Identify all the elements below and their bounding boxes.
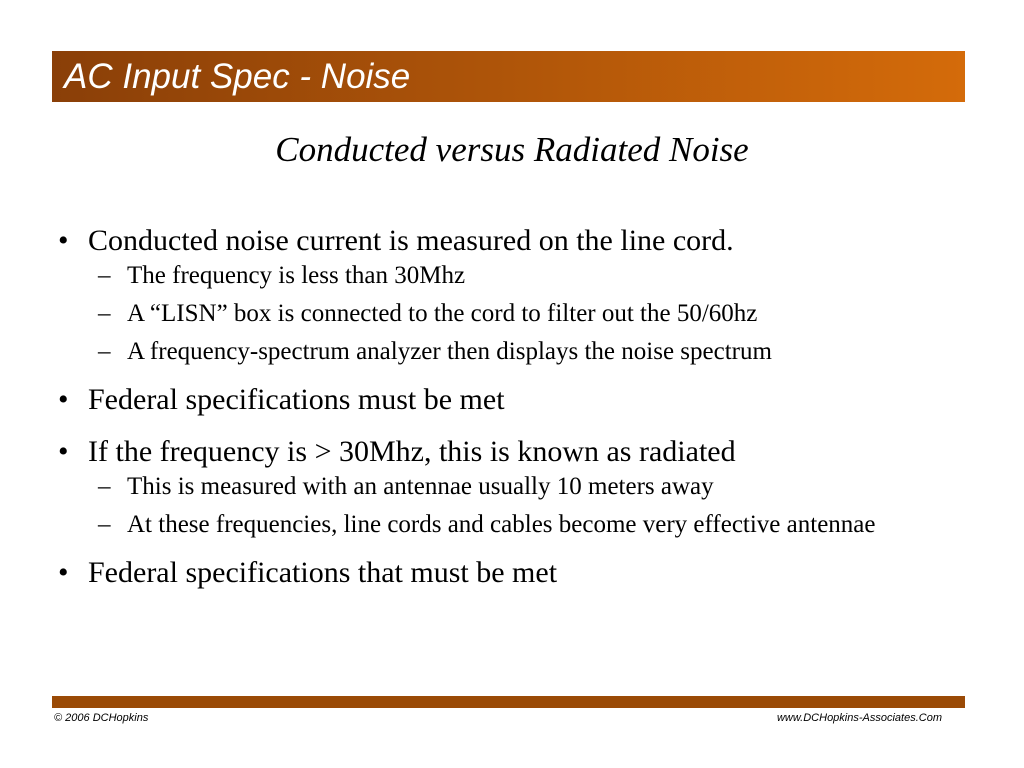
bullet-text: Federal specifications that must be met xyxy=(88,556,558,589)
sub-bullet-list xyxy=(88,261,968,366)
bullet-text: Federal specifications must be met xyxy=(88,383,505,416)
bullet-list xyxy=(58,223,968,591)
slide-title: AC Input Spec - Noise xyxy=(64,57,411,96)
bullet-marker: • xyxy=(58,224,69,257)
bullet-item xyxy=(58,223,968,366)
sub-bullet-item xyxy=(88,337,968,366)
sub-bullet-text: At these frequencies, line cords and cables become very effective antennae xyxy=(127,511,876,538)
sub-bullet-item xyxy=(88,510,968,539)
sub-bullet-marker: – xyxy=(98,262,111,289)
footer-bar xyxy=(52,696,965,708)
bullet-item xyxy=(58,434,968,539)
bullet-text: Conducted noise current is measured on the line cord. xyxy=(88,224,734,257)
sub-bullet-item xyxy=(88,299,968,328)
sub-bullet-text: This is measured with an antennae usually 10 meters away xyxy=(127,473,714,500)
sub-bullet-marker: – xyxy=(98,473,111,500)
bullet-marker: • xyxy=(58,435,69,468)
sub-bullet-marker: – xyxy=(98,338,111,365)
title-bar xyxy=(52,51,965,102)
bullet-item xyxy=(58,382,968,418)
bullet-item xyxy=(58,555,968,591)
sub-bullet-text: A frequency-spectrum analyzer then displays the noise spectrum xyxy=(127,338,772,365)
sub-bullet-item xyxy=(88,261,968,290)
footer-copyright: © 2006 DCHopkins xyxy=(54,712,149,724)
bullet-marker: • xyxy=(58,556,69,589)
sub-bullet-text: A “LISN” box is connected to the cord to filter out the 50/60hz xyxy=(127,300,758,327)
sub-bullet-list xyxy=(88,472,968,539)
slide-subtitle: Conducted versus Radiated Noise xyxy=(275,130,749,169)
bullet-marker: • xyxy=(58,383,69,416)
sub-bullet-text: The frequency is less than 30Mhz xyxy=(127,262,466,289)
sub-bullet-item xyxy=(88,472,968,501)
sub-bullet-marker: – xyxy=(98,300,111,327)
bullet-text: If the frequency is > 30Mhz, this is known as radiated xyxy=(88,435,736,468)
sub-bullet-marker: – xyxy=(98,511,111,538)
footer-website: www.DCHopkins-Associates.Com xyxy=(776,712,942,724)
